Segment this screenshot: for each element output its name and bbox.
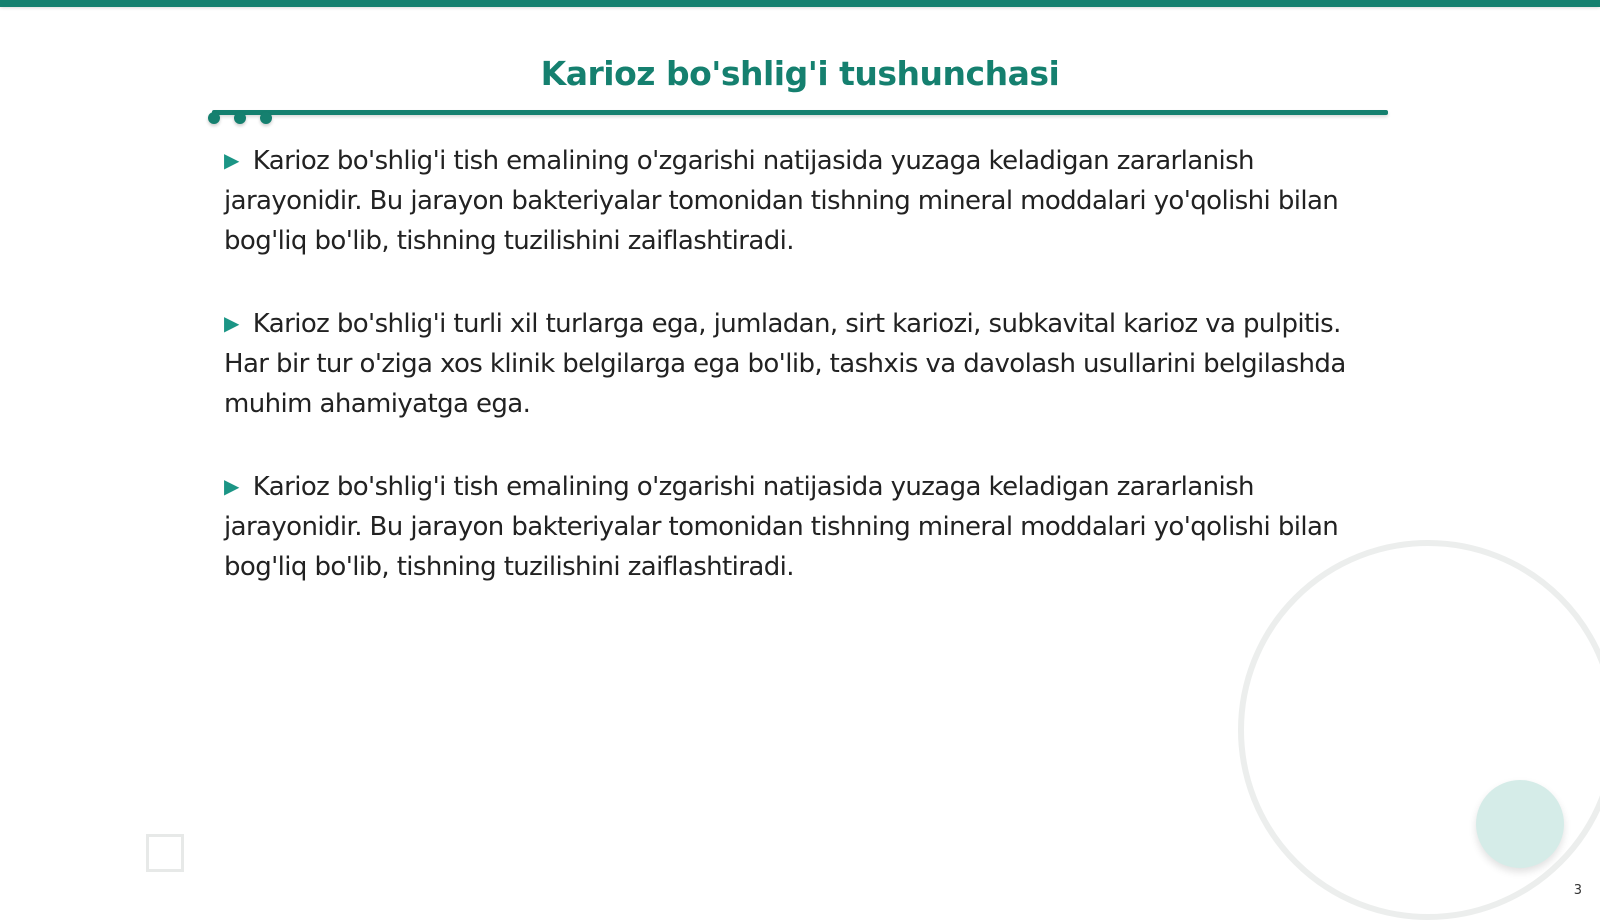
decorative-circle [1476, 780, 1564, 868]
underline-dot [234, 112, 246, 124]
page-number: 3 [1573, 883, 1582, 898]
triangle-right-icon: ▶ [224, 311, 239, 335]
bullet-text: Karioz bo'shlig'i tish emalining o'zgarishi natijasida yuzaga keladigan zararlanish jarayonidir. Bu jarayon bakteriyalar tomonidan tishning mineral moddalari yo'qolishi bilan bog'liq bo'lib, tishning tuzilishini zaiflashtiradi. [224, 146, 1339, 256]
underline-dot [208, 112, 220, 124]
decorative-ring [1238, 540, 1600, 920]
triangle-right-icon: ▶ [224, 474, 239, 498]
bullet-text: Karioz bo'shlig'i turli xil turlarga ega, jumladan, sirt kariozi, subkavital karioz va pulpitis. Har bir tur o'ziga xos klinik belgilarga ega bo'lib, tashxis va davolash usullarini belgilashda muhim ahamiyatga ega. [224, 309, 1346, 419]
triangle-right-icon: ▶ [224, 148, 239, 172]
bullet-item [224, 140, 1384, 261]
title-underline [212, 110, 1388, 115]
bullet-item [224, 466, 1384, 587]
decorative-square [146, 834, 184, 872]
bullet-item [224, 303, 1384, 424]
bullet-text: Karioz bo'shlig'i tish emalining o'zgarishi natijasida yuzaga keladigan zararlanish jarayonidir. Bu jarayon bakteriyalar tomonidan tishning mineral moddalari yo'qolishi bilan bog'liq bo'lib, tishning tuzilishini zaiflashtiradi. [224, 472, 1339, 582]
slide-title: Karioz bo'shlig'i tushunchasi [540, 54, 1060, 93]
bullet-list [224, 140, 1384, 629]
top-accent-bar [0, 0, 1600, 7]
underline-dot [260, 112, 272, 124]
